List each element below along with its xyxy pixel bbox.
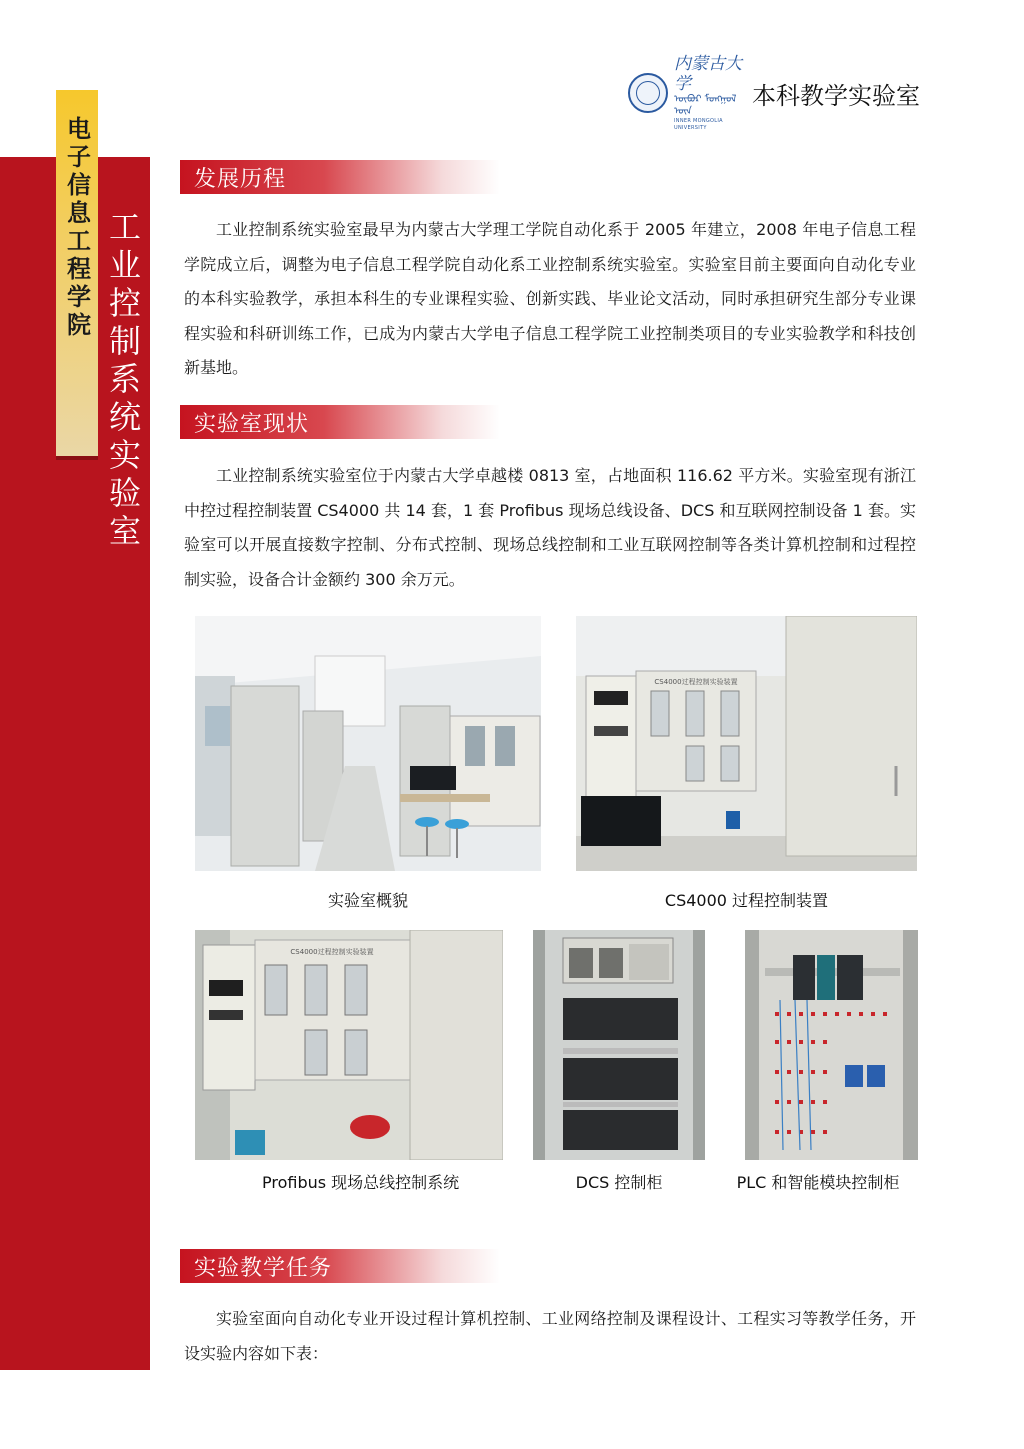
photo-dcs-cabinet bbox=[533, 930, 705, 1160]
section-heading-history bbox=[180, 160, 500, 194]
caption-cs4000: CS4000 过程控制装置 bbox=[664, 891, 829, 910]
section-heading-status bbox=[180, 405, 500, 439]
history-heading-text: 发展历程 bbox=[194, 166, 287, 192]
status-heading-text: 实验室现状 bbox=[194, 411, 310, 437]
tasks-paragraph: 实验室面向自动化专业开设过程计算机控制、工业网络控制及课程设计、工程实习等教学任务，开设实验内容如下表： bbox=[184, 1309, 916, 1363]
photo-lab-overview bbox=[195, 616, 541, 871]
photo-plc-cabinet bbox=[745, 930, 918, 1160]
photo-cs4000-device bbox=[576, 616, 917, 871]
logo-chinese: 内蒙古大学 bbox=[674, 54, 742, 94]
photo-profibus-system bbox=[195, 930, 503, 1160]
university-logo bbox=[674, 54, 748, 132]
history-paragraph: 工业控制系统实验室最早为内蒙古大学理工学院自动化系于 2005 年建立，2008 年电子信息工程学院成立后，调整为电子信息工程学院自动化系工业控制系统实验室。实验室目前主要面向自动化专业的本科实验教学，承担本科生的专业课程实验、创新实践、毕业论文活动，同时承担研究生部分专业课程实验和科研训练工作，已成为内蒙古大学电子信息工程学院工业控制类项目的专业实验教学和科技创新基地。 bbox=[184, 220, 916, 377]
university-seal-icon bbox=[628, 73, 668, 113]
caption-plc: PLC 和智能模块控制柜 bbox=[736, 1173, 900, 1192]
header bbox=[628, 54, 920, 131]
tasks-heading-text: 实验教学任务 bbox=[194, 1255, 333, 1281]
status-paragraph: 工业控制系统实验室位于内蒙古大学卓越楼 0813 室，占地面积 116.62 平方米。实验室现有浙江中控过程控制装置 CS4000 共 14 套，1 套 Profibus 现场总线设备、DCS 和互联网控制设备 1 套。实验室可以开展直接数字控制、分布式控制、现场总线控制和工业互联网控制等各类计算机控制和过程控制实验，设备合计金额约 300 余万元。 bbox=[184, 466, 916, 589]
cs4000-panel-label: CS4000过程控制实验装置 bbox=[654, 678, 738, 686]
lab-title-vertical: 工业控制系统实验室 bbox=[104, 210, 142, 552]
caption-profibus: Profibus 现场总线控制系统 bbox=[262, 1173, 460, 1192]
page-header-title: 本科教学实验室 bbox=[752, 81, 920, 110]
logo-english: INNER MONGOLIA UNIVERSITY bbox=[674, 118, 723, 131]
logo-mongolian: ᠦᠪᠦᠷ ᠮᠣᠩᠭᠣᠯ ᠦᠨ bbox=[674, 94, 737, 117]
caption-dcs: DCS 控制柜 bbox=[575, 1173, 663, 1192]
department-tab bbox=[56, 90, 98, 460]
department-label: 电子信息工程学院 bbox=[62, 116, 92, 340]
caption-lab-overview: 实验室概貌 bbox=[327, 891, 408, 910]
section-heading-tasks bbox=[180, 1249, 500, 1283]
profibus-panel-label: CS4000过程控制实验装置 bbox=[290, 948, 374, 956]
